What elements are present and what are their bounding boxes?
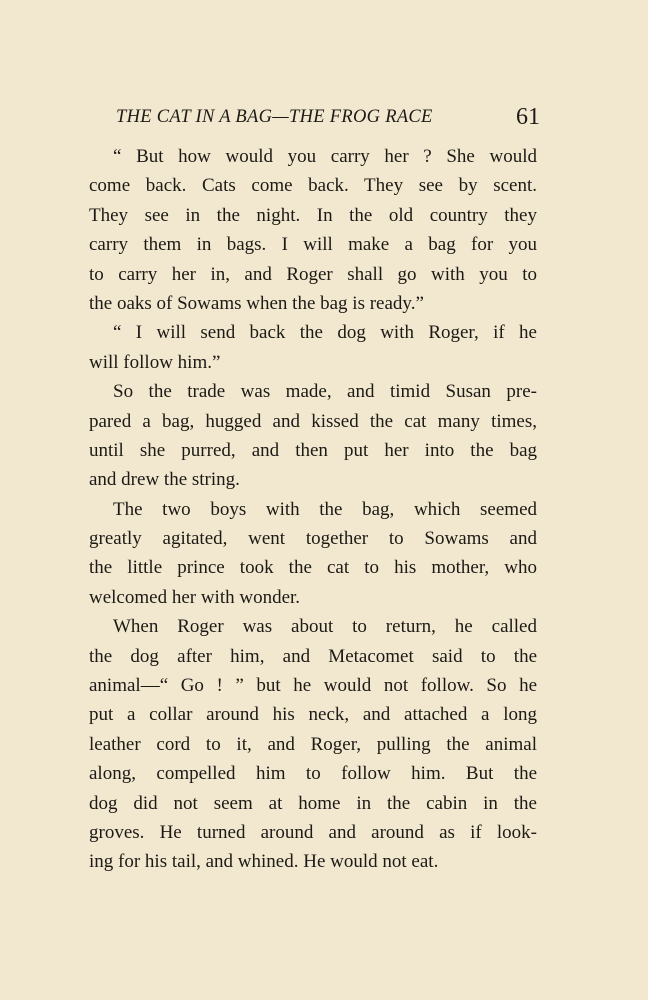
text-line: will follow him.” [89, 351, 221, 373]
text-line: welcomed her with wonder. [89, 586, 301, 608]
text-line: They see in the night. In the old country they [89, 204, 537, 226]
text-line: pared a bag, hugged and kissed the cat many times, [89, 410, 537, 432]
paragraph [89, 377, 537, 495]
text-line: “ But how would you carry her ? She would [113, 146, 537, 167]
text-line: animal—“ Go ! ” but he would not follow. So he [89, 675, 537, 697]
paragraph [89, 318, 537, 377]
text-line: until she purred, and then put her into the bag [89, 439, 537, 461]
text-line: the dog after him, and Metacomet said to the [89, 645, 537, 667]
text-line: greatly agitated, went together to Sowams and [89, 528, 537, 550]
text-line: So the trade was made, and timid Susan pre- [113, 381, 537, 403]
paragraph [89, 142, 537, 318]
running-title: THE CAT IN A BAG—THE FROG RACE [116, 107, 433, 127]
text-line: “ I will send back the dog with Roger, if he [113, 322, 537, 344]
text-line: along, compelled him to follow him. But the [89, 763, 537, 785]
running-head [112, 103, 540, 133]
text-line: leather cord to it, and Roger, pulling the animal [89, 733, 537, 755]
paragraph [89, 495, 537, 613]
text-line: carry them in bags. I will make a bag for you [89, 234, 537, 256]
text-line: the little prince took the cat to his mother, who [89, 557, 537, 579]
text-line: The two boys with the bag, which seemed [113, 498, 537, 520]
body-text [89, 142, 537, 877]
text-line: to carry her in, and Roger shall go with you to [89, 263, 537, 285]
text-line: groves. He turned around and around as if look- [89, 821, 537, 843]
text-line: put a collar around his neck, and attached a long [89, 704, 537, 726]
paragraph [89, 612, 537, 877]
page-number: 61 [516, 104, 540, 130]
text-line: ing for his tail, and whined. He would not eat. [89, 851, 439, 873]
text-line: dog did not seem at home in the cabin in the [89, 792, 537, 814]
text-line: and drew the string. [89, 469, 240, 491]
text-line: the oaks of Sowams when the bag is ready.” [89, 292, 424, 314]
text-line: come back. Cats come back. They see by scent. [89, 175, 537, 197]
text-line: When Roger was about to return, he called [113, 616, 537, 638]
